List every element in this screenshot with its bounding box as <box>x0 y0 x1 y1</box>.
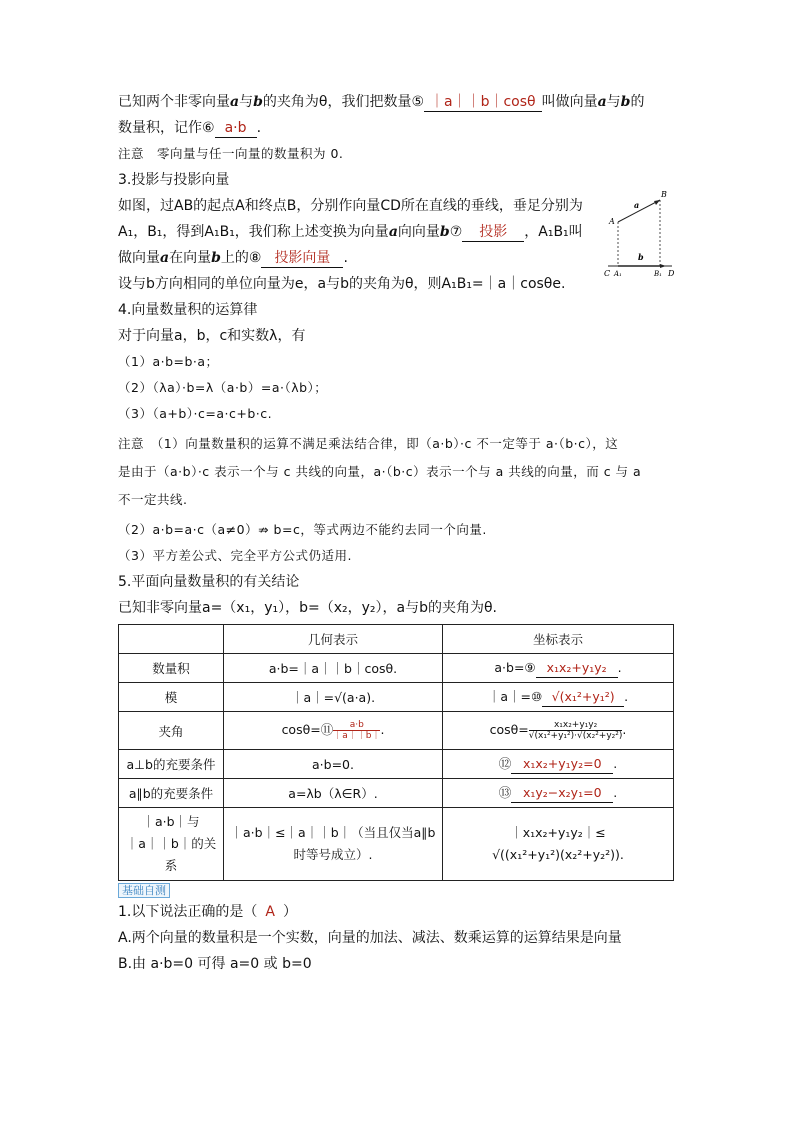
geo-cell: a·b=0. <box>224 750 443 779</box>
text: 与 <box>606 94 621 110</box>
fraction-coord <box>529 720 623 741</box>
text: 做向量 <box>118 250 160 266</box>
table-row <box>119 750 674 779</box>
answer-12: x₁x₂+y₁y₂=0 <box>511 755 613 774</box>
self-test-badge: 基础自测 <box>118 883 170 898</box>
vector-b: b <box>620 94 631 110</box>
table-row <box>119 808 674 881</box>
geo-cell <box>224 712 443 750</box>
text: . <box>380 722 385 737</box>
coord-cell <box>443 750 674 779</box>
sec4-intro: 对于向量a，b，c和实数λ，有 <box>118 328 306 344</box>
conclusion-table <box>118 624 674 881</box>
text: ⑬ <box>498 785 512 800</box>
vector-b: b <box>439 224 450 240</box>
answer-9: x₁x₂+y₁y₂ <box>536 659 618 678</box>
sec4-note-5: （3）平方差公式、完全平方公式仍适用. <box>118 548 352 563</box>
text: 叫做向量 <box>541 94 598 110</box>
section-5-title: 5.平面向量数量积的有关结论 <box>118 574 300 590</box>
coord-line: √((x₁²+y₁²)(x₂²+y₂²)). <box>492 847 624 862</box>
sec4-note-4: （2）a·b=a·c（a≠0）⇏ b=c，等式两边不能约去同一个向量. <box>118 522 487 537</box>
question-1 <box>118 902 678 922</box>
answer-q1: A <box>265 904 275 920</box>
intro-line-2 <box>118 118 678 138</box>
label-b1: B₁ <box>654 270 662 278</box>
intro-line-1 <box>118 92 678 112</box>
intro-note: 注意 零向量与任一向量的数量积为 0. <box>118 146 344 161</box>
text: 的 <box>630 94 645 110</box>
text: . <box>624 689 629 704</box>
label-a1: A₁ <box>614 270 622 278</box>
vector-b: b <box>211 250 221 266</box>
text: 与 <box>239 94 254 110</box>
text: . <box>622 722 627 737</box>
sec3-line-4: 设与b方向相同的单位向量为e，a与b的夹角为θ，则A₁B₁=｜a｜cosθe. <box>118 276 566 292</box>
vector-a: a <box>230 94 240 110</box>
vector-b: b <box>253 94 263 110</box>
geo-line: 时等号成立）. <box>293 847 373 862</box>
sec3-line-1: 如图，过AB的起点A和终点B，分别作向量CD所在直线的垂线，垂足分别为 <box>118 198 583 214</box>
row-label: 夹角 <box>119 712 224 750</box>
text: ⑫ <box>498 756 512 771</box>
answer-6: a·b <box>215 119 257 138</box>
label-c: C <box>604 269 611 278</box>
row-label <box>119 808 224 881</box>
text: 已知两个非零向量 <box>118 94 230 110</box>
vector-a: a <box>388 224 398 240</box>
option-b: B.由 a·b=0 可得 a=0 或 b=0 <box>118 956 312 972</box>
text: . <box>613 756 618 771</box>
text: . <box>613 785 618 800</box>
arrow-head <box>654 200 660 205</box>
text: 在向量 <box>169 250 212 266</box>
table-header <box>119 625 224 654</box>
sec5-intro: 已知非零向量a=（x₁，y₁），b=（x₂，y₂），a与b的夹角为θ. <box>118 600 497 616</box>
label-b: B <box>661 190 667 199</box>
sec4-rule-1: （1）a·b=b·a； <box>118 354 219 369</box>
answer-10: √(x₁²+y₁²) <box>542 688 624 707</box>
text: cosθ= <box>489 722 529 737</box>
table-row <box>119 683 674 712</box>
label-vec-a: a <box>634 200 640 210</box>
sec4-rule-2: （2）（λa）·b=λ（a·b）=a·（λb）； <box>118 380 328 395</box>
self-test-tag <box>118 881 678 898</box>
label-d: D <box>668 269 675 278</box>
geo-cell <box>224 808 443 881</box>
coord-cell <box>443 808 674 881</box>
table-row <box>119 779 674 808</box>
coord-cell <box>443 712 674 750</box>
text: 上的⑧ <box>220 250 262 266</box>
row-label: a∥b的充要条件 <box>119 779 224 808</box>
text: a·b=⑨ <box>494 659 536 675</box>
text: 数量积，记作⑥ <box>118 120 215 136</box>
row-label: a⊥b的充要条件 <box>119 750 224 779</box>
sec4-note-2: 是由于（a·b）·c 表示一个与 c 共线的向量，a·（b·c）表示一个与 a 共线的向量，而 c 与 a <box>118 464 642 479</box>
table-row <box>119 712 674 750</box>
coord-cell <box>443 683 674 712</box>
row-label-line: ｜a·b｜与 <box>142 814 200 829</box>
section-4-title: 4.向量数量积的运算律 <box>118 302 258 318</box>
coord-cell <box>443 654 674 683</box>
text: ） <box>282 904 297 920</box>
sec4-note-1: 注意 （1）向量数量积的运算不满足乘法结合律，即（a·b）·c 不一定等于 a·（b·c），这 <box>118 436 619 451</box>
text: 向向量 <box>397 224 440 240</box>
sec4-rule-3: （3）（a+b）·c=a·c+b·c. <box>118 406 273 421</box>
text: . <box>617 659 622 675</box>
fraction-denominator: ｜a｜｜b｜ <box>333 731 381 741</box>
sec4-note-3: 不一定共线. <box>118 492 188 507</box>
label-a: A <box>609 217 615 226</box>
row-label: 数量积 <box>119 654 224 683</box>
text: ，A₁B₁叫 <box>524 224 583 240</box>
fraction-11 <box>333 720 380 741</box>
document-body <box>118 92 678 980</box>
answer-7: 投影 <box>462 223 524 242</box>
option-a: A.两个向量的数量积是一个实数，向量的加法、减法、数乘运算的运算结果是向量 <box>118 930 622 946</box>
geo-cell: a=λb（λ∈R）. <box>224 779 443 808</box>
coord-cell <box>443 779 674 808</box>
text: . <box>343 250 348 266</box>
answer-5: ｜a｜｜b｜cosθ <box>424 93 542 112</box>
arrow-head <box>660 264 666 268</box>
table-header-row <box>119 625 674 654</box>
sec3-line-2 <box>118 222 678 242</box>
vector-a: a <box>160 250 170 266</box>
text: 的夹角为θ，我们把数量⑤ <box>262 94 424 110</box>
table-header: 坐标表示 <box>443 625 674 654</box>
table-header: 几何表示 <box>224 625 443 654</box>
text: A₁，B₁，得到A₁B₁，我们称上述变换为向量 <box>118 224 389 240</box>
projection-figure <box>600 186 682 278</box>
row-label-line: 系 <box>164 858 178 873</box>
section-3-title: 3.投影与投影向量 <box>118 172 230 188</box>
answer-13: x₁y₂−x₂y₁=0 <box>511 784 613 803</box>
text: cosθ=⑪ <box>281 722 334 737</box>
geo-cell: ｜a｜=√(a·a). <box>224 683 443 712</box>
text: 1.以下说法正确的是（ <box>118 904 258 920</box>
table-row <box>119 654 674 683</box>
fraction-numerator: a·b <box>333 720 380 731</box>
text: ｜a｜=⑩ <box>487 689 543 704</box>
coord-line: ｜x₁x₂+y₁y₂｜≤ <box>510 825 606 840</box>
fraction-denominator: √(x₁²+y₁²)·√(x₂²+y₂²) <box>528 731 623 741</box>
answer-8: 投影向量 <box>261 249 343 268</box>
label-vec-b: b <box>638 252 644 262</box>
sec3-line-3 <box>118 248 678 268</box>
text: . <box>256 120 262 136</box>
geo-cell: a·b=｜a｜｜b｜cosθ. <box>224 654 443 683</box>
vector-a: a <box>597 94 607 110</box>
fraction-numerator: x₁x₂+y₁y₂ <box>529 720 623 731</box>
geo-line: ｜a·b｜≤｜a｜｜b｜（当且仅当a∥b <box>230 825 436 840</box>
row-label: 模 <box>119 683 224 712</box>
text: ⑦ <box>449 224 463 240</box>
row-label-line: ｜a｜｜b｜的关 <box>125 836 217 851</box>
